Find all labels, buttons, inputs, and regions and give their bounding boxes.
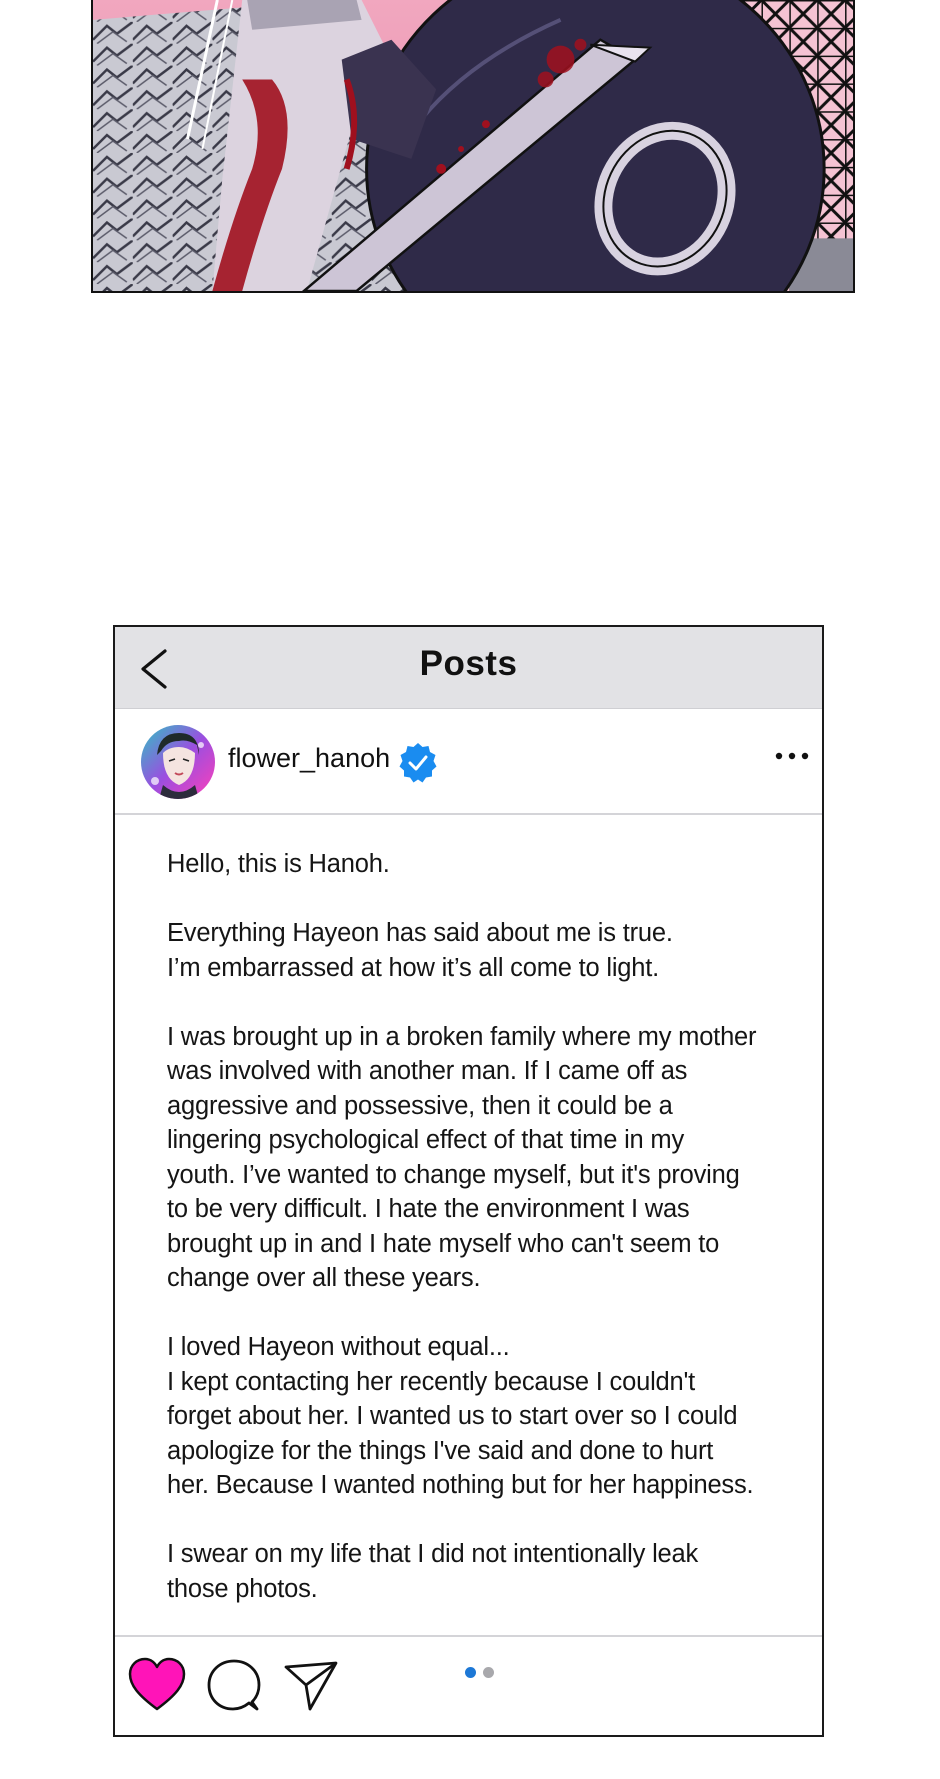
comic-panel-illustration <box>91 0 855 293</box>
caption-paragraph: I was brought up in a broken family where my mother was involved with another man. If I came off as aggressive and possessive, then it could be a lingering psychological effect of that time in my youth. I’ve wanted to change myself, but it's proving to be very difficult. I hate the environment I was brought up in and I hate myself who can't seem to change over all these years. <box>167 1022 757 1292</box>
header-bar <box>115 627 822 709</box>
avatar-image <box>141 725 215 799</box>
paper-plane-icon <box>282 1657 340 1713</box>
pager-dot-active[interactable] <box>465 1667 476 1678</box>
page-title: Posts <box>419 644 518 683</box>
post-author-row <box>115 709 822 815</box>
comment-button[interactable] <box>205 1657 263 1713</box>
verified-badge-icon <box>397 742 439 784</box>
comic-illustration <box>93 0 853 291</box>
post-screen <box>113 625 824 1737</box>
caption-paragraph: I swear on my life that I did not intentionally leak those photos. <box>167 1540 699 1603</box>
share-button[interactable] <box>282 1657 340 1713</box>
avatar[interactable] <box>141 725 215 799</box>
caption-paragraph: Hello, this is Hanoh. <box>167 850 390 878</box>
verified-badge <box>397 742 439 784</box>
caption-paragraph: I loved Hayeon without equal... I kept contacting her recently because I couldn't forget about her. I wanted us to start over so I could apologize for the things I've said and done to hurt her. Because I wanted nothing but for her happiness. <box>167 1333 754 1499</box>
comment-bubble-icon <box>205 1657 263 1713</box>
caption-paragraph: Everything Hayeon has said about me is true. I’m embarrassed at how it’s all come to light. <box>167 919 673 982</box>
more-options-button[interactable] <box>772 745 812 767</box>
more-horizontal-icon <box>772 745 812 767</box>
post-caption <box>167 847 797 1641</box>
username[interactable]: flower_hanoh <box>228 743 391 773</box>
post-action-bar <box>115 1635 822 1735</box>
carousel-pager <box>465 1663 501 1677</box>
pager-dot[interactable] <box>483 1667 494 1678</box>
heart-icon <box>128 1657 186 1713</box>
like-button[interactable] <box>128 1657 186 1713</box>
